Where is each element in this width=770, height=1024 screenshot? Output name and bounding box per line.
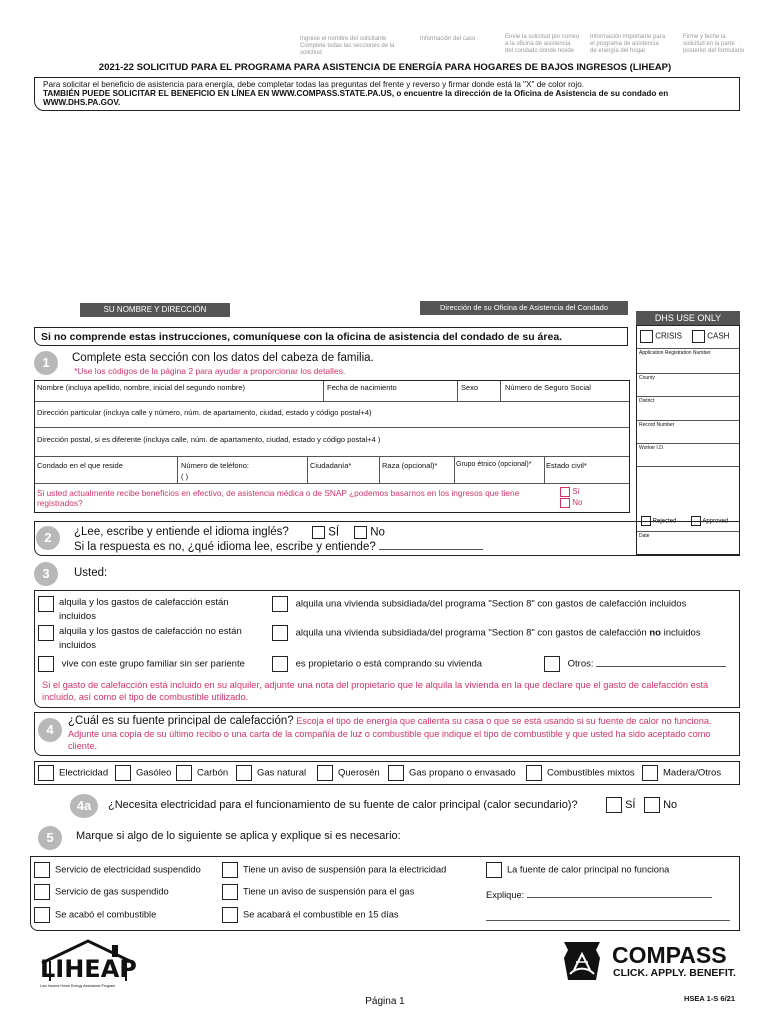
heat-source-broken-label: La fuente de calor principal no funciona <box>507 864 670 875</box>
fuel-checkbox[interactable] <box>526 765 542 781</box>
fuel-15-days-checkbox[interactable] <box>222 907 238 923</box>
name-address-tab: SU NOMBRE Y DIRECCIÓN <box>80 303 230 317</box>
non-relative-checkbox[interactable] <box>38 656 54 672</box>
out-of-fuel <box>34 907 156 923</box>
option-section8-included <box>272 596 686 612</box>
faded-header-4 <box>590 34 670 55</box>
crisis-checkbox[interactable] <box>640 330 653 343</box>
electric-notice <box>222 862 446 878</box>
phone-input[interactable]: ( ) <box>181 472 189 481</box>
section8-included-label: alquila una vivienda subsidiada/del programa "Section 8" con gastos de calefacción incluidos <box>295 598 687 610</box>
heating-source-question <box>68 715 734 753</box>
option-non-relative <box>38 656 245 672</box>
faded-text: del condado donde reside <box>505 48 575 54</box>
english-no-label: No <box>370 526 385 539</box>
divider <box>35 401 629 402</box>
county-office-tab: Dirección de su Oficina de Asistencia del Condado <box>420 301 628 315</box>
fuel-oil <box>115 765 171 781</box>
dhs-crisis <box>640 330 682 343</box>
fuel-checkbox[interactable] <box>236 765 252 781</box>
compass-logo <box>560 940 744 984</box>
gas-suspended <box>34 884 169 900</box>
name-input[interactable] <box>35 392 323 401</box>
fuel-mixed <box>526 765 635 781</box>
explain-input-2[interactable] <box>486 920 730 921</box>
section-1-title: Complete esta sección con los datos del cabeza de familia. <box>72 352 374 364</box>
sex-label: Sexo <box>461 383 479 392</box>
electricity-yes <box>606 797 635 813</box>
divider <box>35 456 629 457</box>
divider <box>637 420 739 421</box>
marital-label: Estado civil* <box>546 461 587 470</box>
home-address-input[interactable] <box>35 417 629 427</box>
out-of-fuel-label: Se acabó el combustible <box>55 909 157 920</box>
intro-box <box>34 77 740 111</box>
electric-notice-checkbox[interactable] <box>222 862 238 878</box>
owner-checkbox[interactable] <box>272 656 288 672</box>
divider <box>454 456 455 483</box>
divider <box>544 456 545 483</box>
language-input[interactable] <box>379 540 483 550</box>
electric-suspended-checkbox[interactable] <box>34 862 50 878</box>
divider <box>457 381 458 401</box>
other-label: Otros: <box>567 658 594 670</box>
divider <box>637 373 739 374</box>
fuel-kerosene <box>317 765 380 781</box>
heating-question-text: ¿Cuál es su fuente principal de calefacción? <box>68 715 294 727</box>
electricity-yes-checkbox[interactable] <box>606 797 622 813</box>
app-reg-label: Application Registration Number <box>639 350 711 356</box>
divider <box>177 456 178 483</box>
cash-label: CASH <box>707 331 730 341</box>
ssn-label: Número de Seguro Social <box>505 383 591 392</box>
divider <box>500 381 501 401</box>
other-checkbox[interactable] <box>544 656 560 672</box>
electric-notice-label: Tiene un aviso de suspensión para la electricidad <box>243 864 447 875</box>
benefits-no-checkbox[interactable] <box>560 498 570 508</box>
heat-source-broken-checkbox[interactable] <box>486 862 502 878</box>
divider <box>637 466 739 467</box>
heat-included-note: Si el gasto de calefacción está incluido en su alquiler, adjunte una nota del propietario que le alquila la vivienda en la que declare que el gasto de calefacción está incluido, así como el tipo de combustible utilizado. <box>42 680 709 702</box>
faded-text: Ingrese el nombre del solicitante <box>300 36 387 42</box>
faded-header-3 <box>505 34 585 55</box>
divider <box>379 456 380 483</box>
section-4a-number: 4a <box>70 794 98 818</box>
fuel-label: Madera/Otros <box>663 767 722 779</box>
out-of-fuel-checkbox[interactable] <box>34 907 50 923</box>
section-1-number: 1 <box>34 351 58 375</box>
gas-notice-checkbox[interactable] <box>222 884 238 900</box>
benefits-yes-checkbox[interactable] <box>560 487 570 497</box>
option-section8-not-included <box>272 625 701 641</box>
dhs-cash <box>692 330 729 343</box>
name-label: Nombre (incluya apellido, nombre, inicial del segundo nombre) <box>37 383 246 392</box>
other-input[interactable] <box>596 657 726 667</box>
option-other <box>544 656 726 672</box>
fuel-label: Querosén <box>338 767 380 779</box>
rent-heat-included-checkbox[interactable] <box>38 596 54 612</box>
rent-heat-not-included-checkbox[interactable] <box>38 625 54 641</box>
faded-header-5 <box>683 34 763 55</box>
citizenship-label: Ciudadanía* <box>310 461 352 470</box>
cash-checkbox[interactable] <box>692 330 705 343</box>
liheap-subtitle: Low Income Home Energy Assistance Program <box>40 984 116 988</box>
crisis-label: CRISIS <box>655 331 682 341</box>
fuel-checkbox[interactable] <box>642 765 658 781</box>
gas-notice-label: Tiene un aviso de suspensión para el gas <box>243 886 415 897</box>
page-number: Página 1 <box>365 996 405 1007</box>
worker-label: Worker I.D. <box>639 445 665 451</box>
heating-help-text: Escoja el tipo de energía que calienta su casa o que se está usando si su fuente de calor no funciona. Adjunte una copia de su último recibo o una carta de la compañía de luz o combustible que indique el tipo de combustible y que usted ha sido aceptado como cliente. <box>68 716 712 751</box>
english-question: ¿Lee, escribe y entiende el idioma inglés? <box>74 526 289 538</box>
explain-input-1[interactable] <box>527 888 712 898</box>
divider <box>323 381 324 401</box>
fuel-label: Electricidad <box>59 767 109 779</box>
faded-header-1 <box>300 36 410 57</box>
fuel-checkbox[interactable] <box>317 765 333 781</box>
language-question-text: Si la respuesta es no, ¿qué idioma lee, escribe y entiende? <box>74 541 376 553</box>
gas-suspended-checkbox[interactable] <box>34 884 50 900</box>
section-5-number: 5 <box>38 826 62 850</box>
ethnic-label: Grupo étnico (opcional)* <box>456 461 532 468</box>
record-label: Record Number <box>639 422 675 428</box>
electric-suspended <box>34 862 201 878</box>
fuel-coal <box>176 765 228 781</box>
rent-heat-not-included-label: alquila y los gastos de calefacción no están incluidos <box>59 626 242 651</box>
notice-box: Si no comprende estas instrucciones, comuníquese con la oficina de asistencia del condado de su área. <box>34 327 628 346</box>
heat-source-broken <box>486 862 669 878</box>
fuel-15-days <box>222 907 399 923</box>
fuel-propane <box>388 765 516 781</box>
electricity-yes-label: SÍ <box>625 798 636 811</box>
english-no-checkbox[interactable] <box>354 526 367 539</box>
english-yes <box>312 526 339 539</box>
faded-text: solicitud en la parte <box>683 41 735 47</box>
faded-text: Firme y feche la <box>683 34 726 40</box>
english-no <box>354 526 385 539</box>
compass-wordmark: COMPASS <box>612 942 727 968</box>
fuel-checkbox[interactable] <box>176 765 192 781</box>
fuel-label: Gas natural <box>257 767 307 779</box>
section8-not-included-label: alquila una vivienda subsidiada/del programa "Section 8" con gastos de calefacción <box>295 627 650 639</box>
owner-label: es propietario o está comprando su vivienda <box>295 658 483 670</box>
fuel-electricity <box>38 765 108 781</box>
explain <box>486 888 712 900</box>
benefits-yes <box>560 487 580 497</box>
divider <box>637 396 739 397</box>
electricity-question: ¿Necesita electricidad para el funcionamiento de su fuente de calor principal (calor secundario)? <box>108 799 578 811</box>
english-yes-checkbox[interactable] <box>312 526 325 539</box>
divider <box>637 348 739 349</box>
intro-line: Para solicitar el beneficio de asistencia para energía, debe completar todas las preguntas del frente y reverso y firmar donde está la "X" de color rojo. <box>43 80 585 89</box>
section8-included-checkbox[interactable] <box>272 596 288 612</box>
fuel-checkbox[interactable] <box>38 765 54 781</box>
explain-label: Explique: <box>486 890 525 900</box>
section-2-number: 2 <box>36 526 60 550</box>
date-label: Date <box>639 533 650 539</box>
county-reside-label: Condado en el que reside <box>37 461 123 470</box>
faded-text: el programa de asistencia <box>590 41 659 47</box>
section8-not-included-checkbox[interactable] <box>272 625 288 641</box>
fuel-checkbox[interactable] <box>388 765 404 781</box>
fuel-label: Gasóleo <box>136 767 172 779</box>
benefits-no <box>560 498 582 508</box>
fuel-natural-gas <box>236 765 306 781</box>
section-3-title: Usted: <box>74 567 108 579</box>
compass-tagline: CLICK. APPLY. BENEFIT. <box>613 967 736 979</box>
postal-address-label: Dirección postal, si es diferente (incluya calle, núm. de apartamento, ciudad, estado y código postal+4 ) <box>37 435 381 444</box>
phone-label: Número de teléfono: <box>181 461 249 470</box>
household-head-table <box>34 380 630 513</box>
form-title: 2021-22 SOLICITUD PARA EL PROGRAMA PARA ASISTENCIA DE ENERGÍA PARA HOGARES DE BAJOS INGRESOS (LIHEAP) <box>98 62 672 73</box>
benefits-no-label: No <box>572 498 583 508</box>
section-3-number: 3 <box>34 562 58 586</box>
fuel-label: Gas propano o envasado <box>409 767 516 779</box>
intro-online: TAMBIÉN PUEDE SOLICITAR EL BENEFICIO EN LÍNEA EN WWW.COMPASS.STATE.PA.US, o encuentre la dirección de la Oficina de Asistencia de su condado en WWW.DHS.PA.GOV. <box>43 89 669 107</box>
liheap-logo <box>36 937 140 993</box>
fuel-label: Carbón <box>197 767 229 779</box>
rejected-label: Rejected <box>652 518 677 525</box>
benefits-question: Si usted actualmente recibe beneficios en efectivo, de asistencia médica o de SNAP ¿podemos basarnos en los ingresos que tiene registrados? <box>37 488 520 508</box>
postal-address-input[interactable] <box>35 445 629 456</box>
dhs-use-only-title: DHS USE ONLY <box>636 311 740 325</box>
section-4-number: 4 <box>38 718 62 742</box>
dob-label: Fecha de nacimiento <box>327 383 397 392</box>
faded-text: a la oficina de asistencia <box>505 41 571 47</box>
fuel-checkbox[interactable] <box>115 765 131 781</box>
non-relative-label: vive con este grupo familiar sin ser pariente <box>61 658 245 670</box>
divider <box>35 427 629 428</box>
home-address-label: Dirección particular (incluya calle y número, núm. de apartamento, ciudad, estado y código postal+4) <box>37 408 372 417</box>
liheap-wordmark: LIHEAP <box>40 955 137 983</box>
faded-header-2: Información del caso <box>420 36 476 42</box>
english-yes-label: SÍ <box>328 526 340 539</box>
section-5-title: Marque si algo de lo siguiente se aplica y explique si es necesario: <box>76 830 401 842</box>
section8-not-emphasis: no <box>649 627 661 639</box>
divider <box>637 443 739 444</box>
gas-suspended-label: Servicio de gas suspendido <box>55 886 169 897</box>
rent-heat-included-label: alquila y los gastos de calefacción están incluidos <box>59 597 229 622</box>
fuel-wood-other <box>642 765 721 781</box>
section8-not-included-suffix: incluidos <box>660 627 701 639</box>
option-rent-heat-not-included <box>38 625 268 653</box>
electricity-no-checkbox[interactable] <box>644 797 660 813</box>
county-label: County <box>639 375 655 381</box>
electric-suspended-label: Servicio de electricidad suspendido <box>55 864 201 875</box>
approved-label: Approved <box>702 518 729 525</box>
section-1-subtitle: *Use los códigos de la página 2 para ayudar a proporcionar los detalles. <box>74 366 346 376</box>
gas-notice <box>222 884 414 900</box>
language-question <box>74 540 483 553</box>
fuel-label: Combustibles mixtos <box>547 767 635 779</box>
faded-text: Complete todas las secciones de la solicitud <box>300 43 395 56</box>
divider <box>307 456 308 483</box>
electricity-no-label: No <box>663 798 678 811</box>
form-code: HSEA 1-S 6/21 <box>684 994 735 1003</box>
faded-text: Información importante para <box>590 34 666 40</box>
race-label: Raza (opcional)* <box>382 461 438 470</box>
keystone-icon <box>560 940 604 982</box>
district-label: District <box>639 398 655 404</box>
faded-text: Envíe la solicitud por correo <box>505 34 580 40</box>
divider <box>35 483 629 484</box>
electricity-no <box>644 797 677 813</box>
faded-text: de energía del hogar <box>590 48 646 54</box>
option-owner <box>272 656 482 672</box>
fuel-15-days-label: Se acabará el combustible en 15 días <box>243 909 399 920</box>
option-rent-heat-included <box>38 596 268 624</box>
faded-text: posterior del formulario <box>683 48 745 54</box>
benefits-yes-label: Sí <box>572 487 580 497</box>
